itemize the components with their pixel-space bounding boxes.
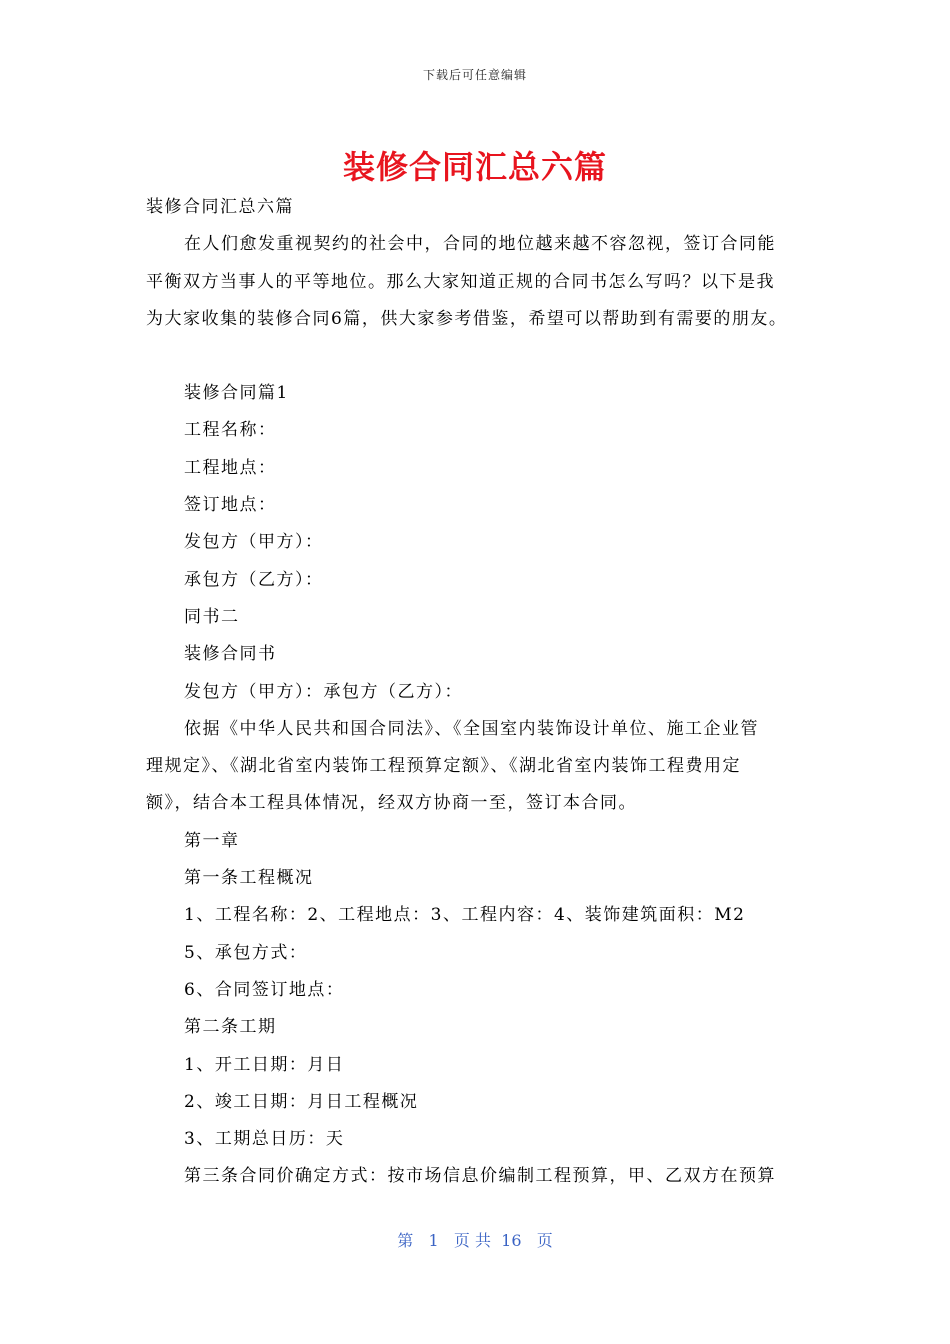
clause-line: 第三条合同价确定方式：按市场信息价编制工程预算，甲、乙双方在预算 — [184, 1166, 776, 1187]
clause-line: 第二条工期 — [184, 1017, 277, 1038]
intro-line: 在人们愈发重视契约的社会中，合同的地位越来越不容忽视，签订合同能 — [184, 234, 776, 255]
clause-line: 1、开工日期：月日 — [184, 1054, 345, 1075]
section-line: 装修合同篇1 — [184, 383, 289, 404]
basis-line: 依据《中华人民共和国合同法》、《全国室内装饰设计单位、施工企业管 — [184, 718, 759, 739]
basis-line: 理规定》、《湖北省室内装饰工程预算定额》、《湖北省室内装饰工程费用定 — [146, 756, 741, 777]
section-line: 同书二 — [184, 606, 240, 627]
intro-line: 为大家收集的装修合同6篇，供大家参考借鉴，希望可以帮助到有需要的朋友。 — [146, 308, 788, 329]
header-note: 下载后可任意编辑 — [422, 68, 527, 82]
clause-line: 3、工期总日历：天 — [184, 1129, 345, 1150]
section-line: 发包方（甲方）： — [184, 532, 324, 553]
paragraph-gap — [146, 338, 806, 375]
subtitle: 装修合同汇总六篇 — [146, 197, 294, 217]
section-line: 工程名称： — [184, 420, 277, 441]
section-line: 工程地点： — [184, 457, 277, 478]
document-title: 装修合同汇总六篇 — [342, 148, 607, 186]
clause-line: 5、承包方式： — [184, 942, 308, 963]
intro-line: 平衡双方当事人的平等地位。那么大家知道正规的合同书怎么写吗？以下是我 — [146, 271, 775, 292]
document-body — [146, 189, 806, 1196]
clause-line: 第一条工程概况 — [184, 868, 314, 889]
section-line: 发包方（甲方）：承包方（乙方）： — [184, 681, 463, 702]
clause-line: 2、竣工日期：月日工程概况 — [184, 1091, 419, 1112]
basis-line: 额》，结合本工程具体情况，经双方协商一至，签订本合同。 — [146, 793, 637, 814]
clause-line: 第一章 — [184, 830, 240, 851]
section-line: 签订地点： — [184, 495, 277, 516]
section-line: 装修合同书 — [184, 644, 277, 665]
page-footer: 第 1 页 共 16 页 — [397, 1231, 553, 1250]
clause-line: 6、合同签订地点： — [184, 979, 345, 1000]
clause-line: 1、工程名称：2、工程地点：3、工程内容：4、装饰建筑面积：M2 — [184, 905, 746, 926]
section-line: 承包方（乙方）： — [184, 569, 324, 590]
